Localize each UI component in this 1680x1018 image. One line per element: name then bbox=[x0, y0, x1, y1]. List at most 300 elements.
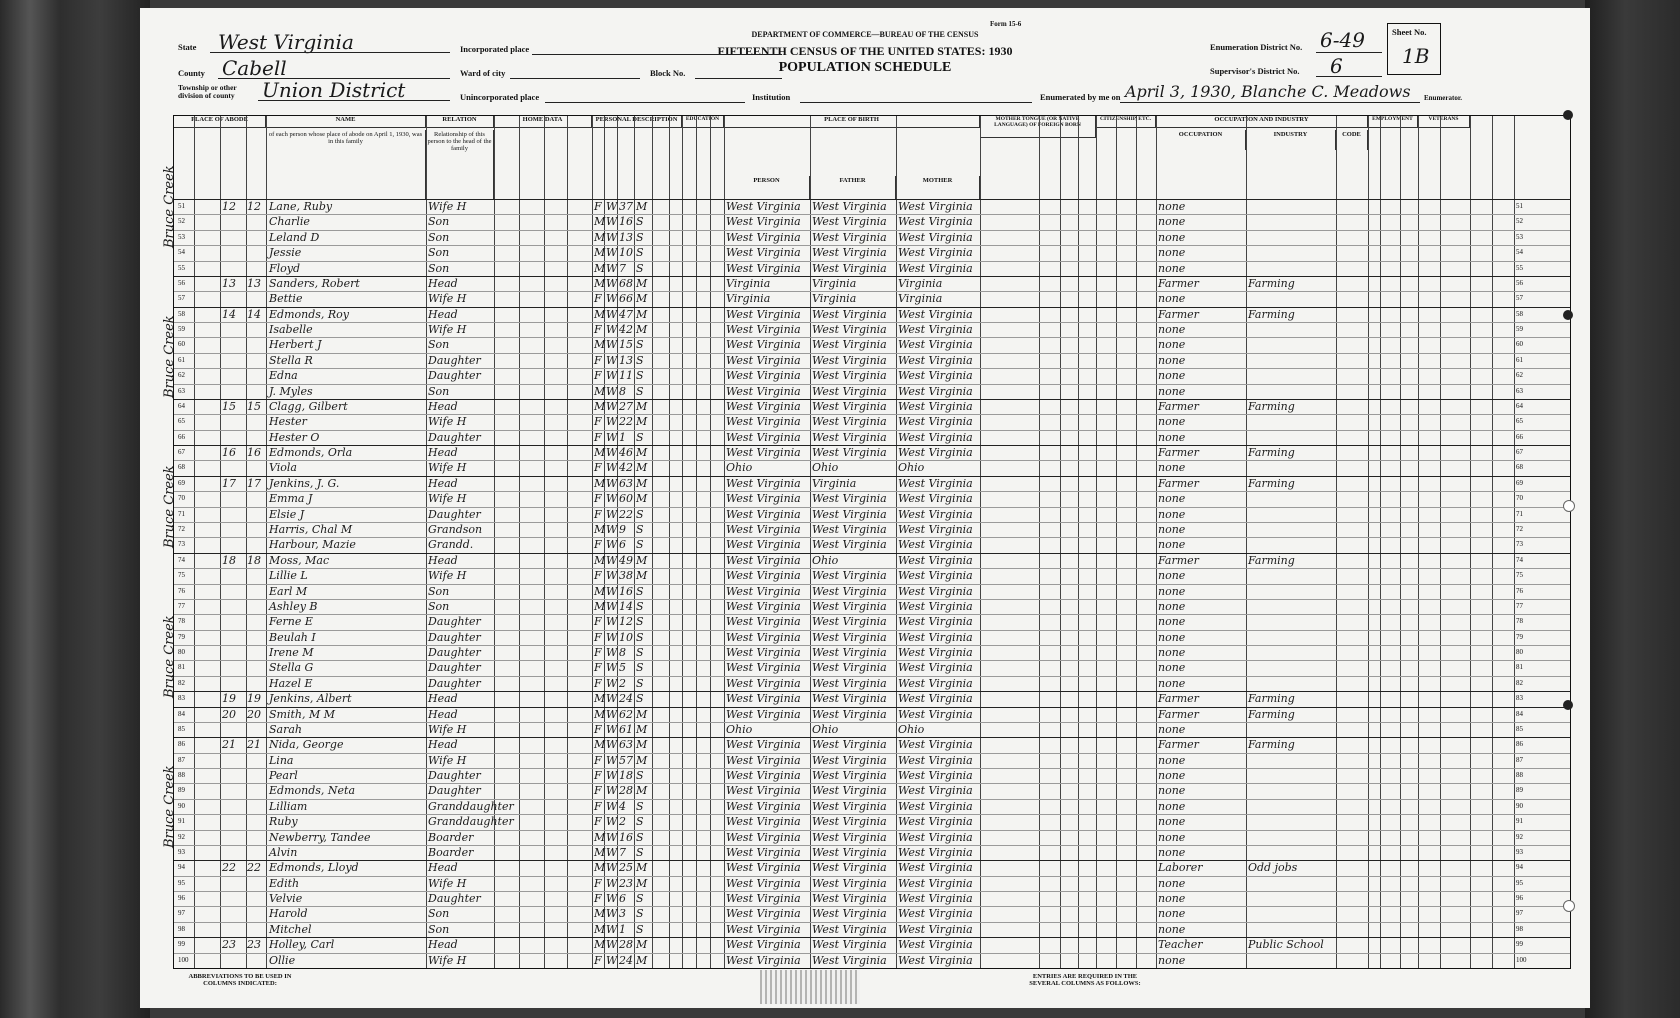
cell-mbp: West Virginia bbox=[898, 430, 973, 444]
cell-mar: M bbox=[636, 446, 648, 460]
cell-name: Charlie bbox=[269, 215, 310, 229]
cell-sex: M bbox=[594, 246, 606, 260]
cell-fbp: West Virginia bbox=[812, 584, 887, 598]
line-number: 90 bbox=[1516, 801, 1523, 810]
line-number: 53 bbox=[1516, 232, 1523, 241]
cell-race: W bbox=[606, 323, 618, 337]
cell-mar: S bbox=[636, 815, 644, 829]
cell-sex: M bbox=[594, 584, 606, 598]
line-number: 79 bbox=[178, 632, 185, 641]
cell-fbp: West Virginia bbox=[812, 630, 887, 644]
cell-name: Edmonds, Lloyd bbox=[269, 861, 359, 875]
cell-race: W bbox=[606, 446, 618, 460]
cell-bp: West Virginia bbox=[726, 538, 801, 552]
line-number: 98 bbox=[1516, 924, 1523, 933]
cell-age: 22 bbox=[619, 415, 633, 429]
column-divider bbox=[567, 116, 568, 968]
cell-age: 37 bbox=[619, 200, 633, 213]
cell-race: W bbox=[606, 707, 618, 721]
line-number: 67 bbox=[178, 448, 185, 457]
cell-rel: Son bbox=[428, 246, 450, 260]
cell-name: Jenkins, Albert bbox=[269, 692, 352, 706]
cell-fam: 23 bbox=[247, 938, 261, 952]
cell-mbp: Ohio bbox=[898, 461, 925, 475]
cell-occ: none bbox=[1158, 784, 1186, 798]
cell-occ: none bbox=[1158, 415, 1186, 429]
cell-bp: West Virginia bbox=[726, 646, 801, 660]
cell-age: 38 bbox=[619, 569, 633, 583]
cell-bp: West Virginia bbox=[726, 415, 801, 429]
cell-mbp: West Virginia bbox=[898, 646, 973, 660]
cell-mbp: West Virginia bbox=[898, 261, 973, 275]
cell-race: W bbox=[606, 646, 618, 660]
line-number: 98 bbox=[178, 924, 185, 933]
cell-mbp: West Virginia bbox=[898, 446, 973, 460]
cell-bp: West Virginia bbox=[726, 507, 801, 521]
column-divider bbox=[266, 116, 267, 968]
cell-mbp: West Virginia bbox=[898, 630, 973, 644]
cell-name: Smith, M M bbox=[269, 707, 336, 721]
line-number: 81 bbox=[1516, 663, 1523, 672]
cell-rel: Wife H bbox=[428, 323, 467, 337]
line-number: 88 bbox=[178, 771, 185, 780]
line-number: 92 bbox=[1516, 832, 1523, 841]
cell-dw: 16 bbox=[222, 446, 236, 460]
column-divider bbox=[592, 116, 593, 968]
column-mother: MOTHER bbox=[896, 176, 980, 199]
cell-fbp: Ohio bbox=[812, 461, 839, 475]
cell-name: J. Myles bbox=[269, 384, 313, 398]
cell-age: 14 bbox=[619, 599, 633, 613]
cell-ind: Farming bbox=[1248, 307, 1295, 321]
cell-mar: M bbox=[636, 323, 648, 337]
cell-rel: Head bbox=[428, 276, 458, 290]
cell-rel: Head bbox=[428, 938, 458, 952]
cell-fbp: West Virginia bbox=[812, 707, 887, 721]
cell-rel: Wife H bbox=[428, 569, 467, 583]
cell-mbp: West Virginia bbox=[898, 399, 973, 413]
cell-occ: none bbox=[1158, 907, 1186, 921]
line-number: 88 bbox=[1516, 771, 1523, 780]
line-number: 62 bbox=[178, 371, 185, 380]
column-divider bbox=[1136, 116, 1137, 968]
cell-occ: none bbox=[1158, 200, 1186, 213]
cell-mbp: West Virginia bbox=[898, 861, 973, 875]
cell-bp: West Virginia bbox=[726, 215, 801, 229]
cell-sex: F bbox=[594, 676, 602, 690]
cell-mbp: West Virginia bbox=[898, 230, 973, 244]
cell-race: W bbox=[606, 307, 618, 321]
punch-hole bbox=[1563, 500, 1575, 512]
punch-hole bbox=[1563, 900, 1575, 912]
cell-name: Alvin bbox=[269, 845, 298, 859]
column-divider bbox=[810, 116, 811, 968]
cell-dw: 20 bbox=[222, 707, 236, 721]
cell-age: 8 bbox=[619, 384, 626, 398]
column-divider bbox=[246, 116, 247, 968]
cell-bp: West Virginia bbox=[726, 399, 801, 413]
cell-rel: Head bbox=[428, 307, 458, 321]
cell-bp: West Virginia bbox=[726, 738, 801, 752]
cell-age: 1 bbox=[619, 430, 626, 444]
cell-rel: Son bbox=[428, 261, 450, 275]
cell-fbp: West Virginia bbox=[812, 492, 887, 506]
cell-name: Edmonds, Orla bbox=[269, 446, 353, 460]
cell-bp: West Virginia bbox=[726, 553, 801, 567]
cell-rel: Son bbox=[428, 599, 450, 613]
cell-name: Herbert J bbox=[269, 338, 322, 352]
line-number: 68 bbox=[178, 463, 185, 472]
cell-age: 16 bbox=[619, 830, 633, 844]
cell-sex: M bbox=[594, 230, 606, 244]
cell-sex: F bbox=[594, 292, 602, 306]
cell-name: Lillie L bbox=[269, 569, 308, 583]
cell-mbp: West Virginia bbox=[898, 784, 973, 798]
cell-fbp: West Virginia bbox=[812, 861, 887, 875]
cell-bp: West Virginia bbox=[726, 861, 801, 875]
cell-mar: S bbox=[636, 830, 644, 844]
line-number: 51 bbox=[1516, 202, 1523, 210]
line-number: 94 bbox=[178, 863, 185, 872]
cell-sex: M bbox=[594, 922, 606, 936]
cell-age: 2 bbox=[619, 815, 626, 829]
cell-ind: Farming bbox=[1248, 553, 1295, 567]
line-number: 53 bbox=[178, 232, 185, 241]
cell-race: W bbox=[606, 230, 618, 244]
cell-occ: Farmer bbox=[1158, 707, 1199, 721]
form-number: Form 15-6 bbox=[990, 20, 1022, 28]
cell-fbp: West Virginia bbox=[812, 323, 887, 337]
cell-race: W bbox=[606, 538, 618, 552]
cell-sex: F bbox=[594, 323, 602, 337]
cell-sex: M bbox=[594, 738, 606, 752]
line-number: 78 bbox=[178, 617, 185, 626]
line-number: 63 bbox=[178, 386, 185, 395]
cell-mar: M bbox=[636, 399, 648, 413]
cell-name: Edmonds, Neta bbox=[269, 784, 356, 798]
column-divider bbox=[1400, 116, 1401, 968]
cell-name: Edmonds, Roy bbox=[269, 307, 350, 321]
line-number: 74 bbox=[1516, 555, 1523, 564]
cell-name: Sanders, Robert bbox=[269, 276, 360, 290]
cell-ind: Farming bbox=[1248, 399, 1295, 413]
cell-mbp: West Virginia bbox=[898, 799, 973, 813]
supervisor-district-label: Supervisor's District No. bbox=[1210, 66, 1300, 76]
cell-bp: West Virginia bbox=[726, 615, 801, 629]
cell-rel: Wife H bbox=[428, 492, 467, 506]
cell-age: 42 bbox=[619, 323, 633, 337]
cell-bp: Ohio bbox=[726, 461, 753, 475]
cell-fbp: West Virginia bbox=[812, 338, 887, 352]
cell-occ: none bbox=[1158, 599, 1186, 613]
cell-rel: Daughter bbox=[428, 615, 481, 629]
cell-bp: West Virginia bbox=[726, 476, 801, 490]
cell-fbp: West Virginia bbox=[812, 446, 887, 460]
cell-mar: M bbox=[636, 753, 648, 767]
cell-mar: M bbox=[636, 307, 648, 321]
group-name: NAME bbox=[266, 116, 426, 128]
cell-age: 18 bbox=[619, 769, 633, 783]
line-number: 58 bbox=[1516, 309, 1523, 318]
cell-rel: Daughter bbox=[428, 661, 481, 675]
line-number: 72 bbox=[178, 524, 185, 533]
cell-ind: Farming bbox=[1248, 738, 1295, 752]
line-number: 99 bbox=[178, 940, 185, 949]
line-number: 64 bbox=[1516, 401, 1523, 410]
column-divider bbox=[669, 116, 670, 968]
cell-occ: Laborer bbox=[1158, 861, 1203, 875]
cell-fbp: West Virginia bbox=[812, 507, 887, 521]
line-number: 59 bbox=[178, 325, 185, 334]
cell-race: W bbox=[606, 522, 618, 536]
cell-race: W bbox=[606, 399, 618, 413]
line-number: 69 bbox=[1516, 478, 1523, 487]
cell-name: Stella G bbox=[269, 661, 314, 675]
cell-mar: S bbox=[636, 384, 644, 398]
column-father: FATHER bbox=[810, 176, 896, 199]
line-number: 71 bbox=[1516, 509, 1523, 518]
column-person: PERSON bbox=[724, 176, 810, 199]
cell-occ: Farmer bbox=[1158, 692, 1199, 706]
state-label: State bbox=[178, 42, 197, 52]
line-number: 76 bbox=[178, 586, 185, 595]
cell-age: 68 bbox=[619, 276, 633, 290]
enumerator-label: Enumerator. bbox=[1424, 94, 1463, 102]
column-divider bbox=[724, 116, 725, 968]
cell-name: Beulah I bbox=[269, 630, 316, 644]
cell-mbp: West Virginia bbox=[898, 492, 973, 506]
cell-race: W bbox=[606, 876, 618, 890]
cell-name: Moss, Mac bbox=[269, 553, 330, 567]
cell-age: 5 bbox=[619, 661, 626, 675]
cell-bp: West Virginia bbox=[726, 784, 801, 798]
cell-bp: West Virginia bbox=[726, 369, 801, 383]
cell-name: Harold bbox=[269, 907, 308, 921]
column-divider bbox=[1246, 116, 1247, 968]
cell-mbp: West Virginia bbox=[898, 892, 973, 906]
cell-fbp: West Virginia bbox=[812, 953, 887, 967]
cell-occ: none bbox=[1158, 522, 1186, 536]
cell-bp: West Virginia bbox=[726, 661, 801, 675]
cell-mar: M bbox=[636, 476, 648, 490]
cell-sex: F bbox=[594, 661, 602, 675]
column-divider bbox=[1060, 116, 1061, 968]
column-divider bbox=[1368, 116, 1369, 968]
cell-fbp: West Virginia bbox=[812, 353, 887, 367]
line-number: 85 bbox=[178, 724, 185, 733]
cell-occ: none bbox=[1158, 630, 1186, 644]
street-label: Bruce Creek bbox=[162, 315, 177, 398]
cell-mar: S bbox=[636, 922, 644, 936]
cell-name: Velvie bbox=[269, 892, 303, 906]
group-place-of-birth: PLACE OF BIRTH bbox=[724, 116, 980, 128]
cell-mbp: West Virginia bbox=[898, 584, 973, 598]
cell-bp: West Virginia bbox=[726, 799, 801, 813]
punch-hole bbox=[1563, 700, 1573, 710]
cell-age: 42 bbox=[619, 461, 633, 475]
cell-age: 16 bbox=[619, 584, 633, 598]
line-number: 65 bbox=[178, 417, 185, 426]
cell-race: W bbox=[606, 599, 618, 613]
punch-hole bbox=[1563, 310, 1573, 320]
cell-occ: none bbox=[1158, 584, 1186, 598]
cell-mar: S bbox=[636, 769, 644, 783]
cell-occ: none bbox=[1158, 569, 1186, 583]
cell-name: Ruby bbox=[269, 815, 298, 829]
line-number: 83 bbox=[178, 694, 185, 703]
cell-sex: F bbox=[594, 799, 602, 813]
cell-fam: 21 bbox=[247, 738, 261, 752]
column-divider bbox=[544, 116, 545, 968]
column-divider bbox=[1440, 116, 1441, 968]
cell-sex: M bbox=[594, 938, 606, 952]
cell-fbp: West Virginia bbox=[812, 661, 887, 675]
cell-race: W bbox=[606, 907, 618, 921]
cell-race: W bbox=[606, 430, 618, 444]
line-number: 87 bbox=[1516, 755, 1523, 764]
cell-age: 63 bbox=[619, 476, 633, 490]
cell-name: Edith bbox=[269, 876, 300, 890]
cell-fbp: West Virginia bbox=[812, 200, 887, 213]
cell-name: Hester bbox=[269, 415, 307, 429]
cell-name: Earl M bbox=[269, 584, 308, 598]
enumeration-district-label: Enumeration District No. bbox=[1210, 42, 1303, 52]
cell-race: W bbox=[606, 353, 618, 367]
line-number: 82 bbox=[1516, 678, 1523, 687]
cell-occ: none bbox=[1158, 369, 1186, 383]
cell-age: 1 bbox=[619, 922, 626, 936]
cell-occ: none bbox=[1158, 876, 1186, 890]
cell-age: 61 bbox=[619, 722, 633, 736]
cell-name: Stella R bbox=[269, 353, 313, 367]
cell-occ: none bbox=[1158, 461, 1186, 475]
line-number: 75 bbox=[178, 571, 185, 580]
cell-occ: Farmer bbox=[1158, 553, 1199, 567]
cell-mar: M bbox=[636, 784, 648, 798]
cell-dw: 14 bbox=[222, 307, 236, 321]
cell-rel: Daughter bbox=[428, 676, 481, 690]
cell-race: W bbox=[606, 369, 618, 383]
cell-name: Lilliam bbox=[269, 799, 308, 813]
enumeration-district-value: 6-49 bbox=[1320, 28, 1365, 52]
cell-occ: none bbox=[1158, 292, 1186, 306]
column-divider bbox=[980, 116, 981, 968]
cell-name: Nida, George bbox=[269, 738, 344, 752]
cell-name: Ashley B bbox=[269, 599, 318, 613]
cell-mar: S bbox=[636, 692, 644, 706]
line-number: 89 bbox=[1516, 786, 1523, 795]
cell-sex: F bbox=[594, 353, 602, 367]
cell-mbp: West Virginia bbox=[898, 615, 973, 629]
cell-age: 13 bbox=[619, 353, 633, 367]
cell-name: Leland D bbox=[269, 230, 320, 244]
cell-ind: Farming bbox=[1248, 476, 1295, 490]
barcode-stamp bbox=[760, 970, 860, 1004]
cell-mar: S bbox=[636, 599, 644, 613]
cell-sex: M bbox=[594, 307, 606, 321]
cell-fbp: Ohio bbox=[812, 553, 839, 567]
line-number: 73 bbox=[1516, 540, 1523, 549]
cell-mar: S bbox=[636, 215, 644, 229]
cell-age: 62 bbox=[619, 707, 633, 721]
line-number: 86 bbox=[1516, 740, 1523, 749]
unincorporated-label: Unincorporated place bbox=[460, 92, 540, 102]
cell-ind: Public School bbox=[1248, 938, 1324, 952]
cell-age: 11 bbox=[619, 369, 633, 383]
cell-bp: West Virginia bbox=[726, 876, 801, 890]
cell-fbp: West Virginia bbox=[812, 922, 887, 936]
cell-mar: S bbox=[636, 661, 644, 675]
institution-label: Institution bbox=[752, 92, 791, 102]
cell-fbp: West Virginia bbox=[812, 569, 887, 583]
column-divider bbox=[896, 116, 897, 968]
cell-age: 2 bbox=[619, 676, 626, 690]
cell-sex: M bbox=[594, 907, 606, 921]
cell-name: Pearl bbox=[269, 769, 298, 783]
cell-mbp: West Virginia bbox=[898, 246, 973, 260]
cell-occ: none bbox=[1158, 815, 1186, 829]
cell-mbp: Virginia bbox=[898, 292, 943, 306]
cell-occ: none bbox=[1158, 830, 1186, 844]
cell-occ: none bbox=[1158, 384, 1186, 398]
column-divider bbox=[1078, 116, 1079, 968]
cell-mbp: West Virginia bbox=[898, 384, 973, 398]
cell-bp: West Virginia bbox=[726, 953, 801, 967]
cell-fbp: West Virginia bbox=[812, 676, 887, 690]
line-number: 70 bbox=[1516, 494, 1523, 503]
cell-sex: F bbox=[594, 646, 602, 660]
line-number: 91 bbox=[178, 817, 185, 826]
line-number: 85 bbox=[1516, 724, 1523, 733]
group-occupation-industry: OCCUPATION AND INDUSTRY bbox=[1156, 116, 1368, 128]
cell-age: 57 bbox=[619, 753, 633, 767]
cell-rel: Son bbox=[428, 384, 450, 398]
cell-dw: 15 bbox=[222, 399, 236, 413]
cell-bp: West Virginia bbox=[726, 922, 801, 936]
cell-sex: M bbox=[594, 861, 606, 875]
cell-mbp: West Virginia bbox=[898, 599, 973, 613]
cell-age: 7 bbox=[619, 261, 626, 275]
cell-race: W bbox=[606, 200, 618, 213]
cell-race: W bbox=[606, 630, 618, 644]
supervisor-district-value: 6 bbox=[1330, 54, 1343, 78]
cell-race: W bbox=[606, 845, 618, 859]
cell-name: Emma J bbox=[269, 492, 313, 506]
cell-race: W bbox=[606, 246, 618, 260]
cell-mar: S bbox=[636, 230, 644, 244]
cell-fbp: West Virginia bbox=[812, 246, 887, 260]
cell-fbp: West Virginia bbox=[812, 430, 887, 444]
column-divider bbox=[1336, 116, 1337, 968]
cell-occ: none bbox=[1158, 538, 1186, 552]
cell-fam: 22 bbox=[247, 861, 261, 875]
cell-mar: M bbox=[636, 876, 648, 890]
line-number: 99 bbox=[1516, 940, 1523, 949]
cell-occ: none bbox=[1158, 492, 1186, 506]
cell-rel: Daughter bbox=[428, 353, 481, 367]
line-number: 87 bbox=[178, 755, 185, 764]
cell-bp: West Virginia bbox=[726, 246, 801, 260]
cell-race: W bbox=[606, 569, 618, 583]
cell-mar: M bbox=[636, 415, 648, 429]
state-value: West Virginia bbox=[218, 30, 354, 54]
column-divider bbox=[696, 116, 697, 968]
cell-bp: West Virginia bbox=[726, 492, 801, 506]
cell-ind: Farming bbox=[1248, 276, 1295, 290]
cell-race: W bbox=[606, 476, 618, 490]
cell-name: Clagg, Gilbert bbox=[269, 399, 348, 413]
column-divider bbox=[652, 116, 653, 968]
